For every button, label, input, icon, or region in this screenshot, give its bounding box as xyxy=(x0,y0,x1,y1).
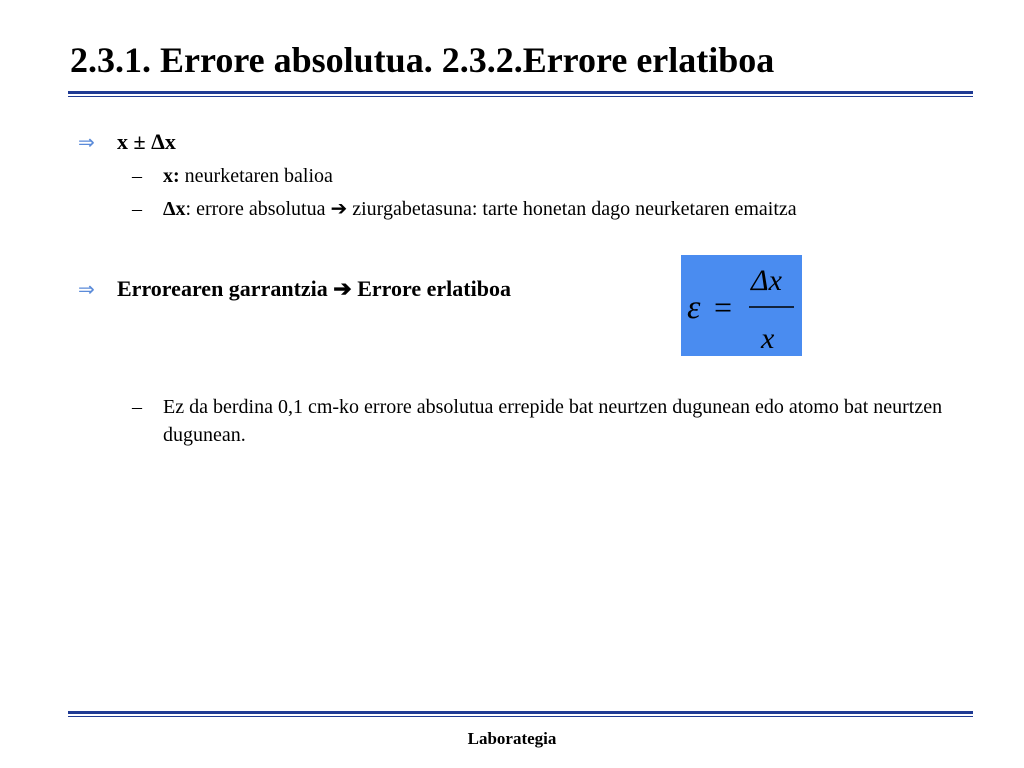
dash-marker: – xyxy=(132,396,142,418)
slide-title: 2.3.1. Errore absolutua. 2.3.2.Errore erlatiboa xyxy=(70,40,775,80)
bullet-text: Errorearen garrantzia ➔ Errore erlatiboa xyxy=(117,276,511,301)
footer-label: Laborategia xyxy=(467,729,557,748)
footer-rule xyxy=(68,711,973,717)
title-underline xyxy=(68,91,973,97)
subitem-definition: neurketaren balioa xyxy=(179,165,333,187)
subitem-text: Ez da berdina 0,1 cm-ko errore absolutua errepide bat neurtzen dugunean edo atomo bat neurtzen dugunean. xyxy=(163,396,943,446)
subitem-definition: : errore absolutua ➔ ziurgabetasuna: tarte honetan dago neurketaren emaitza xyxy=(185,198,797,220)
dash-marker: – xyxy=(132,165,142,187)
formula-numerator: Δx xyxy=(751,264,782,297)
subitem-text xyxy=(163,195,797,223)
formula-denominator: x xyxy=(761,322,775,355)
dash-marker: – xyxy=(132,198,142,220)
formula-equals: = xyxy=(714,289,733,325)
relative-error-formula xyxy=(681,255,802,356)
subitem-term: x: xyxy=(163,165,180,187)
implies-arrow-icon: ⇒ xyxy=(78,130,95,154)
formula-epsilon: ε xyxy=(687,289,701,326)
subitem-text xyxy=(163,162,333,190)
subitem-term: Δx xyxy=(163,198,186,220)
implies-arrow-icon: ⇒ xyxy=(78,277,95,301)
bullet-text: x ± Δx xyxy=(117,129,176,154)
formula-graphic xyxy=(681,255,802,356)
